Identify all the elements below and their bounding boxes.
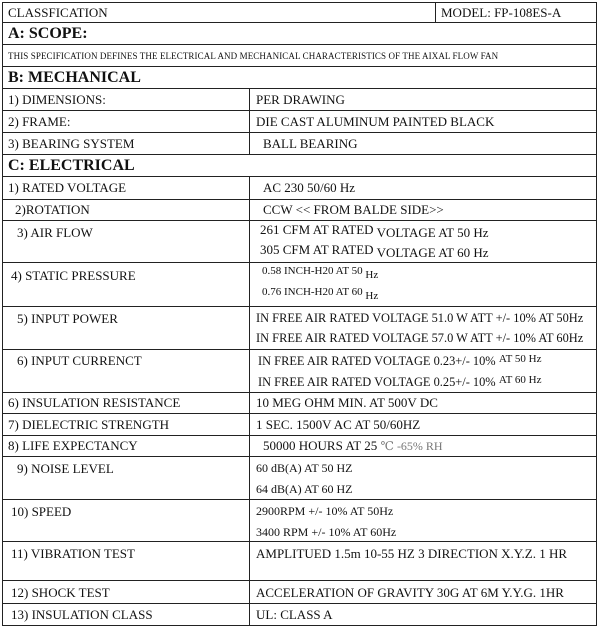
spec-label: 6) INPUT CURRENCT — [3, 350, 250, 392]
speed-50hz: 2900RPM +/- 10% AT 50Hz — [256, 504, 394, 518]
spec-value — [250, 457, 596, 499]
header-row — [2, 2, 597, 23]
spec-row-rotation — [2, 200, 597, 221]
spec-label: 5) INPUT POWER — [3, 307, 250, 349]
airflow-60hz-b: VOLTAGE AT 60 Hz — [376, 245, 489, 260]
spec-value — [250, 350, 596, 392]
spec-value: 1 SEC. 1500V AC AT 50/60HZ — [256, 417, 421, 432]
spec-label: 7) DIELECTRIC STRENGTH — [3, 414, 250, 435]
spec-value: ACCELERATION OF GRAVITY 30G AT 6M Y.Y.G. 1HR — [256, 585, 564, 600]
model-label: MODEL: FP-108ES-A — [441, 5, 562, 20]
spec-row-insulation-class — [2, 604, 597, 626]
pressure-60hz-b: Hz — [365, 290, 379, 302]
model-cell — [436, 3, 596, 22]
airflow-60hz-a: 305 CFM AT RATED — [260, 242, 374, 257]
spec-label: 1) DIMENSIONS: — [3, 89, 250, 110]
spec-value: PER DRAWING — [256, 92, 345, 107]
spec-value — [250, 307, 596, 349]
spec-label: 2) FRAME: — [3, 111, 250, 132]
life-hours: 50000 HOURS AT 25 — [263, 438, 378, 453]
current-50hz-a: IN FREE AIR RATED VOLTAGE 0.23+/- 10% — [258, 354, 496, 368]
spec-row-dielectric-strength — [2, 414, 597, 436]
scope-heading: A: SCOPE: — [2, 23, 597, 45]
pressure-60hz-a: 0.76 INCH-H20 AT 60 — [262, 286, 363, 298]
spec-label: 12) SHOCK TEST — [3, 581, 250, 603]
speed-60hz: 3400 RPM +/- 10% AT 60Hz — [256, 525, 397, 539]
spec-value: UL: CLASS A — [256, 607, 333, 622]
spec-value: AMPLITUED 1.5m 10-55 HZ 3 DIRECTION X.Y.Z. 1 HR — [256, 546, 568, 561]
pressure-50hz-b: Hz — [365, 269, 379, 281]
current-60hz-b: AT 60 Hz — [498, 374, 542, 386]
spec-row-static-pressure — [2, 263, 597, 307]
spec-value — [250, 500, 596, 541]
current-60hz-a: IN FREE AIR RATED VOLTAGE 0.25+/- 10% — [258, 375, 496, 389]
noise-60hz: 64 dB(A) AT 60 HZ — [256, 482, 353, 496]
electrical-heading: C: ELECTRICAL — [2, 155, 597, 177]
airflow-50hz-b: VOLTAGE AT 50 Hz — [376, 225, 489, 240]
spec-row-frame — [2, 111, 597, 133]
noise-50hz: 60 dB(A) AT 50 HZ — [256, 461, 353, 475]
classification-cell — [3, 3, 436, 22]
spec-row-air-flow — [2, 221, 597, 263]
spec-label: 3) BEARING SYSTEM — [3, 133, 250, 154]
spec-value — [250, 436, 596, 456]
pressure-50hz-a: 0.58 INCH-H20 AT 50 — [262, 265, 363, 277]
current-50hz-b: AT 50 Hz — [498, 353, 542, 365]
spec-label: 9) NOISE LEVEL — [3, 457, 250, 499]
spec-row-speed — [2, 500, 597, 542]
spec-sheet — [2, 2, 597, 626]
spec-value — [250, 263, 596, 306]
spec-value — [250, 221, 596, 262]
spec-value: CCW << FROM BALDE SIDE>> — [263, 202, 444, 217]
spec-row-bearing — [2, 133, 597, 155]
spec-label: 3) AIR FLOW — [3, 221, 250, 262]
spec-label: 6) INSULATION RESISTANCE — [3, 393, 250, 413]
spec-label: 1) RATED VOLTAGE — [3, 177, 250, 199]
airflow-50hz-a: 261 CFM AT RATED — [260, 222, 374, 237]
spec-value: AC 230 50/60 Hz — [263, 180, 356, 195]
spec-row-rated-voltage — [2, 177, 597, 200]
spec-label: 10) SPEED — [3, 500, 250, 541]
power-50hz: IN FREE AIR RATED VOLTAGE 51.0 W ATT +/- 10% AT 50Hz — [256, 311, 584, 325]
spec-label: 4) STATIC PRESSURE — [3, 263, 250, 306]
spec-row-input-power — [2, 307, 597, 350]
spec-label: 8) LIFE EXPECTANCY — [3, 436, 250, 456]
spec-label: 11) VIBRATION TEST — [3, 542, 250, 580]
mechanical-heading: B: MECHANICAL — [2, 67, 597, 89]
life-conditions: ℃ -65% RH — [380, 439, 443, 453]
scope-text: THIS SPECIFICATION DEFINES THE ELECTRICAL AND MECHANICAL CHARACTERISTICS OF THE AIXAL FLOW FAN — [2, 45, 597, 67]
spec-row-shock-test — [2, 581, 597, 604]
classification-label: CLASSFICATION — [8, 5, 108, 20]
spec-row-insulation-resistance — [2, 393, 597, 414]
spec-row-input-current — [2, 350, 597, 393]
spec-label: 2)ROTATION — [3, 200, 250, 220]
spec-row-vibration-test — [2, 542, 597, 581]
spec-label: 13) INSULATION CLASS — [3, 604, 250, 625]
spec-row-life-expectancy — [2, 436, 597, 457]
spec-row-noise-level — [2, 457, 597, 500]
spec-value: 10 MEG OHM MIN. AT 500V DC — [256, 395, 438, 410]
spec-row-dimensions — [2, 89, 597, 111]
power-60hz: IN FREE AIR RATED VOLTAGE 57.0 W ATT +/- 10% AT 60Hz — [256, 331, 584, 345]
spec-value: DIE CAST ALUMINUM PAINTED BLACK — [256, 114, 495, 129]
spec-value: BALL BEARING — [263, 136, 358, 151]
